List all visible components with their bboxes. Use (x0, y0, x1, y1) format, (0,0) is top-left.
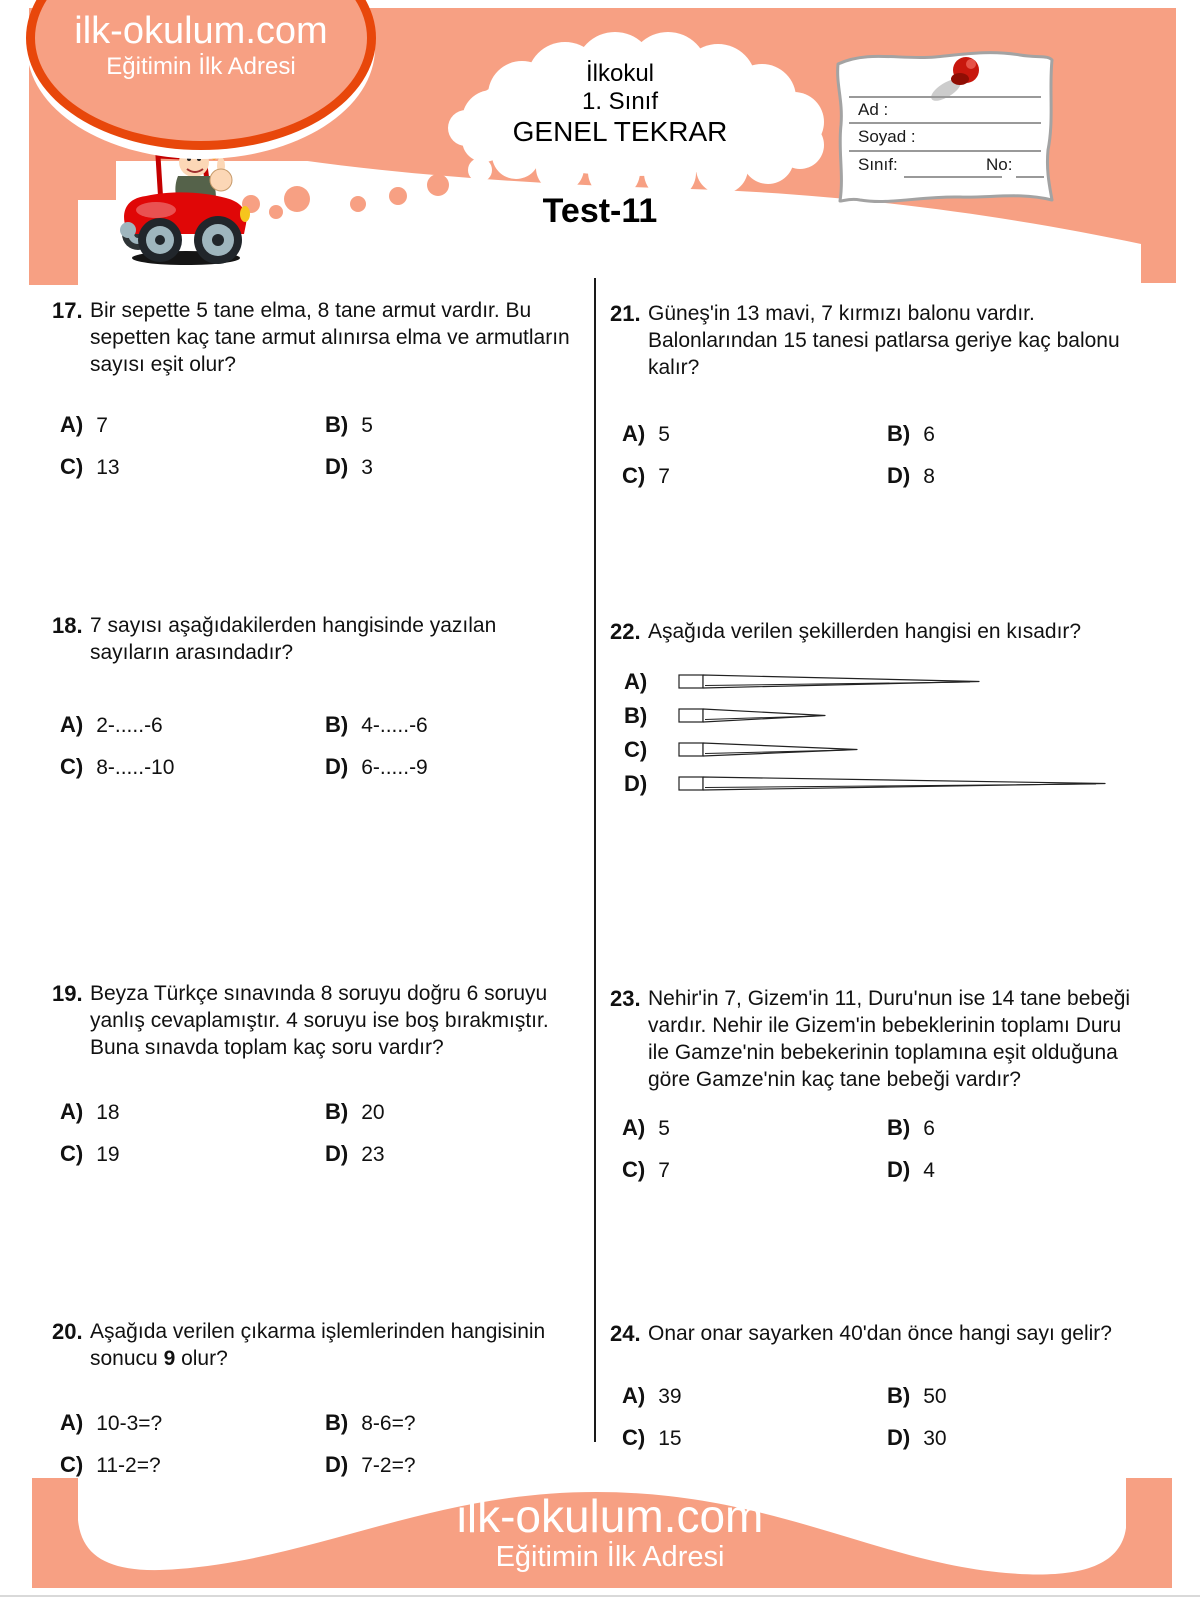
options-group (60, 408, 570, 485)
option-value: 8 (923, 465, 935, 488)
options-group (60, 1095, 570, 1172)
option-a (60, 408, 325, 443)
option-value: 5 (658, 1117, 670, 1140)
logo-title: ilk-okulum.com (74, 10, 328, 52)
option-d (325, 750, 570, 785)
option-letter: C) (60, 1141, 84, 1166)
option-letter: C) (60, 1452, 84, 1477)
option-b (887, 1379, 1143, 1414)
question-number: 23. (610, 986, 641, 1011)
option-b (887, 1111, 1143, 1146)
options-group (622, 1111, 1143, 1188)
question-17 (52, 297, 570, 485)
option-letter: B) (325, 712, 349, 737)
options-group (622, 1379, 1143, 1456)
option-value: 23 (361, 1143, 385, 1166)
question-text: Bir sepette 5 tane elma, 8 tane armut vardır. Bu sepetten kaç tane armut alınırsa elma ve armutların sayısı eşit olur? (90, 299, 570, 376)
bubble-line-topic: GENEL TEKRAR (512, 116, 728, 147)
question-21 (610, 300, 1143, 494)
option-a (60, 708, 325, 743)
option-letter: D) (325, 1141, 349, 1166)
question-text (90, 1318, 570, 1372)
question-text-suffix: olur? (175, 1347, 228, 1370)
question-text: 7 sayısı aşağıdakilerden hangisinde yazılan sayıların arasındadır? (90, 614, 497, 664)
option-value: 10-3=? (96, 1412, 163, 1435)
options-group (622, 417, 1143, 494)
option-letter: B) (624, 703, 648, 728)
option-value: 13 (96, 456, 120, 479)
option-letter: D) (624, 771, 648, 796)
option-b (325, 708, 570, 743)
option-value: 7 (96, 414, 108, 437)
option-c (60, 450, 325, 485)
option-value: 19 (96, 1143, 120, 1166)
option-value: 6 (923, 423, 935, 446)
option-value: 50 (923, 1385, 947, 1408)
bubble-line-grade: 1. Sınıf (581, 88, 659, 115)
option-d (887, 459, 1143, 494)
question-number: 17. (52, 298, 83, 323)
option-value: 2-.....-6 (96, 714, 163, 737)
length-shape (678, 673, 982, 691)
question-number: 21. (610, 301, 641, 326)
option-a (622, 1379, 887, 1414)
bubble-line-school: İlkokul (585, 60, 655, 87)
option-b (325, 408, 570, 443)
question-text-bold: 9 (163, 1347, 176, 1370)
option-value: 39 (658, 1385, 682, 1408)
option-b (325, 1406, 570, 1441)
option-letter: A) (60, 712, 84, 737)
option-value: 7 (658, 1159, 670, 1182)
option-value: 7-2=? (361, 1454, 416, 1477)
card-line (849, 96, 1041, 98)
length-shape (678, 775, 1108, 793)
option-value: 20 (361, 1101, 385, 1124)
card-line (849, 150, 1041, 152)
option-letter: D) (325, 1452, 349, 1477)
option-letter: B) (325, 1099, 349, 1124)
option-value: 15 (658, 1427, 682, 1450)
number-field-label: No: (986, 155, 1013, 174)
option-d (325, 450, 570, 485)
option-value: 7 (658, 465, 670, 488)
option-value: 6 (923, 1117, 935, 1140)
name-field-label: Ad : (858, 100, 889, 119)
question-text-prefix: Aşağıda verilen çıkarma işlemlerinden hangisinin sonucu (90, 1320, 546, 1370)
option-letter: D) (887, 1157, 911, 1182)
option-c (60, 1137, 325, 1172)
card-line (849, 122, 1041, 124)
option-a (60, 1095, 325, 1130)
length-shape (678, 741, 860, 759)
question-23 (610, 985, 1143, 1188)
question-24 (610, 1320, 1143, 1456)
question-text: Onar onar sayarken 40'dan önce hangi sayı gelir? (648, 1322, 1112, 1345)
shape-option-b (624, 699, 1143, 733)
option-d (325, 1137, 570, 1172)
option-letter: B) (887, 1383, 911, 1408)
option-letter: A) (624, 669, 648, 694)
option-letter: A) (622, 421, 646, 446)
option-letter: D) (325, 754, 349, 779)
option-letter: D) (325, 454, 349, 479)
question-text: Aşağıda verilen şekillerden hangisi en kısadır? (648, 620, 1082, 643)
option-letter: B) (887, 1115, 911, 1140)
option-letter: B) (325, 1410, 349, 1435)
option-value: 6-.....-9 (361, 756, 428, 779)
shape-option-d (624, 767, 1143, 801)
option-letter: A) (60, 1099, 84, 1124)
question-number: 19. (52, 981, 83, 1006)
option-letter: C) (624, 737, 648, 762)
shape-option-c (624, 733, 1143, 767)
option-value: 4-.....-6 (361, 714, 428, 737)
footer-site-title: ilk-okulum.com (456, 1490, 764, 1542)
option-letter: A) (622, 1383, 646, 1408)
page-bottom-rule (0, 1595, 1200, 1597)
option-letter: D) (887, 1425, 911, 1450)
option-c (622, 459, 887, 494)
option-letter: A) (622, 1115, 646, 1140)
card-line (1016, 176, 1044, 178)
option-letter: C) (622, 463, 646, 488)
question-19 (52, 980, 570, 1172)
option-value: 4 (923, 1159, 935, 1182)
question-20 (52, 1318, 570, 1483)
column-divider (594, 278, 596, 1442)
option-letter: C) (60, 754, 84, 779)
shape-option-a (624, 665, 1143, 699)
surname-field-label: Soyad : (858, 127, 916, 146)
option-value: 30 (923, 1427, 947, 1450)
option-d (887, 1153, 1143, 1188)
logo-subtitle: Eğitimin İlk Adresi (106, 53, 296, 80)
question-number: 20. (52, 1319, 83, 1344)
footer-site-subtitle: Eğitimin İlk Adresi (495, 1541, 725, 1573)
question-18 (52, 612, 570, 785)
option-value: 3 (361, 456, 373, 479)
option-value: 5 (361, 414, 373, 437)
card-line (904, 176, 1002, 178)
option-value: 11-2=? (96, 1454, 161, 1477)
option-b (887, 417, 1143, 452)
option-d (887, 1421, 1143, 1456)
option-letter: B) (887, 421, 911, 446)
option-letter: C) (622, 1425, 646, 1450)
option-a (622, 417, 887, 452)
thought-bubble-text (455, 60, 785, 148)
class-field-label: Sınıf: (858, 155, 898, 174)
option-letter: B) (325, 412, 349, 437)
question-22 (610, 618, 1143, 801)
question-number: 18. (52, 613, 83, 638)
option-c (60, 750, 325, 785)
option-letter: D) (887, 463, 911, 488)
question-text: Güneş'in 13 mavi, 7 kırmızı balonu vardır. Balonlarından 15 tanesi patlarsa geriye kaç balonu kalır? (648, 302, 1120, 379)
option-letter: A) (60, 1410, 84, 1435)
option-letter: A) (60, 412, 84, 437)
test-number-title: Test-11 (542, 192, 658, 230)
option-letter: C) (622, 1157, 646, 1182)
option-a (622, 1111, 887, 1146)
question-text: Nehir'in 7, Gizem'in 11, Duru'nun ise 14 tane bebeği vardır. Nehir ile Gizem'in bebeklerinin toplamı Duru ile Gamze'nin bebekerinin toplamına eşit olduğuna göre Gamze'nin kaç tane bebeği vardır? (648, 987, 1131, 1091)
option-letter: C) (60, 454, 84, 479)
question-text: Beyza Türkçe sınavında 8 soruyu doğru 6 soruyu yanlış cevaplamıştır. 4 soruyu ise boş bırakmıştır. Buna sınavda toplam kaç soru vardır? (90, 982, 549, 1059)
option-value: 8-.....-10 (96, 756, 175, 779)
option-a (60, 1406, 325, 1441)
length-shape (678, 707, 828, 725)
option-value: 18 (96, 1101, 120, 1124)
question-number: 24. (610, 1321, 641, 1346)
shape-options-group (624, 665, 1143, 801)
option-value: 5 (658, 423, 670, 446)
options-group (60, 708, 570, 785)
option-value: 8-6=? (361, 1412, 416, 1435)
option-c (622, 1421, 887, 1456)
option-b (325, 1095, 570, 1130)
question-number: 22. (610, 619, 641, 644)
option-c (622, 1153, 887, 1188)
